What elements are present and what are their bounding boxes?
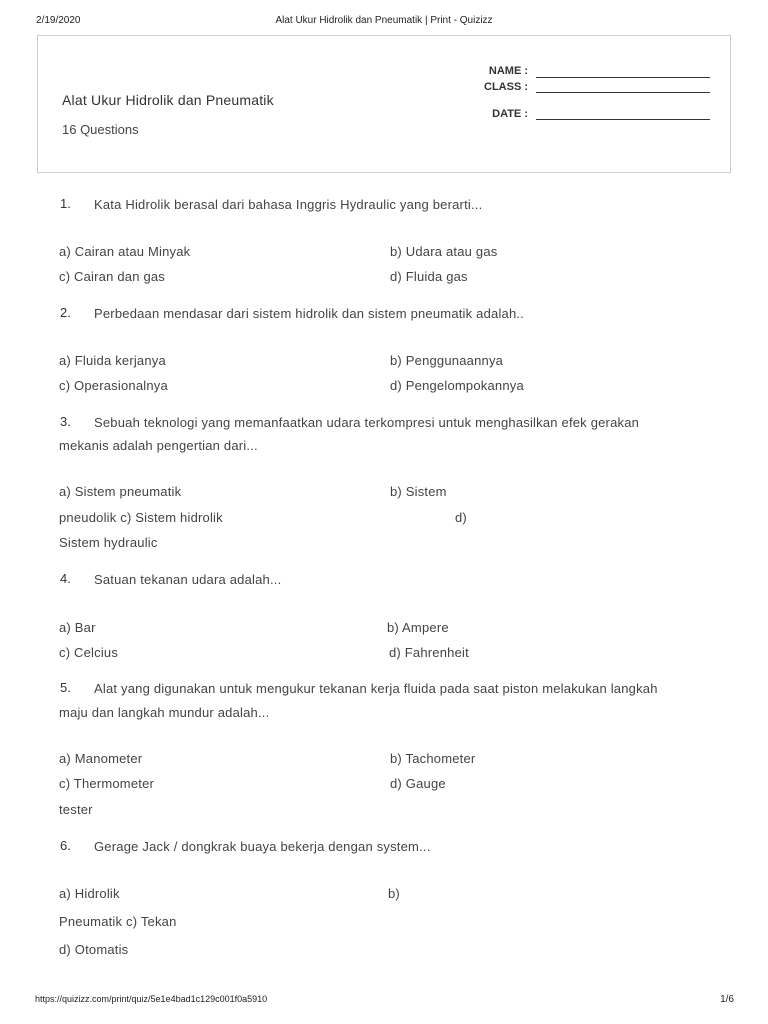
option-a: a) Fluida kerjanya	[59, 353, 166, 368]
option-d: d) Fahrenheit	[389, 645, 469, 660]
option-a: a) Hidrolik	[59, 886, 120, 901]
question-number: 5.	[60, 680, 71, 695]
question-number: 6.	[60, 838, 71, 853]
question-text: Kata Hidrolik berasal dari bahasa Inggris Hydraulic yang berarti...	[94, 197, 483, 212]
option-row: Pneumatik c) Tekan	[59, 914, 177, 929]
option-c: c) Celcius	[59, 645, 119, 660]
question-text-continued: mekanis adalah pengertian dari...	[59, 438, 258, 453]
class-label: CLASS :	[484, 81, 528, 93]
option-a: a) Bar	[59, 620, 96, 635]
option-a: a) Cairan atau Minyak	[59, 244, 191, 259]
name-field-line	[536, 77, 710, 78]
question-text: Gerage Jack / dongkrak buaya bekerja dengan system...	[94, 839, 431, 854]
option-d: d) Fluida gas	[390, 269, 468, 284]
date-label: DATE :	[492, 108, 528, 120]
question-count: 16 Questions	[62, 122, 139, 137]
question-number: 2.	[60, 305, 71, 320]
option-d: d)	[455, 510, 467, 525]
print-url: https://quizizz.com/print/quiz/5e1e4bad1c129c001f0a5910	[35, 994, 268, 1004]
class-field-line	[536, 92, 710, 93]
option-b: b) Ampere	[387, 620, 449, 635]
option-b: b)	[388, 886, 400, 901]
question-text-continued: maju dan langkah mundur adalah...	[59, 705, 270, 720]
option-b: b) Udara atau gas	[390, 244, 498, 259]
page-number: 1/6	[720, 994, 734, 1005]
option-row: tester	[59, 802, 93, 817]
question-number: 1.	[60, 196, 71, 211]
option-c: c) Operasionalnya	[59, 378, 168, 393]
option-row: pneudolik c) Sistem hidrolik	[59, 510, 223, 525]
print-page-title: Alat Ukur Hidrolik dan Pneumatik | Print - Quizizz	[275, 15, 493, 26]
option-b: b) Penggunaannya	[390, 353, 504, 368]
option-a: a) Manometer	[59, 751, 143, 766]
question-text: Perbedaan mendasar dari sistem hidrolik dan sistem pneumatik adalah..	[94, 306, 525, 321]
print-date: 2/19/2020	[36, 15, 81, 26]
option-row: Sistem hydraulic	[59, 535, 158, 550]
option-c: c) Thermometer	[59, 776, 155, 791]
option-d: d) Pengelompokannya	[390, 378, 524, 393]
name-label: NAME :	[488, 65, 528, 77]
question-number: 3.	[60, 414, 71, 429]
option-d: d) Gauge	[390, 776, 446, 791]
question-text: Alat yang digunakan untuk mengukur tekanan kerja fluida pada saat piston melakukan langkah	[94, 681, 658, 696]
option-b: b) Sistem	[390, 484, 447, 499]
quiz-title: Alat Ukur Hidrolik dan Pneumatik	[62, 92, 274, 108]
question-number: 4.	[60, 571, 71, 586]
option-c: c) Cairan dan gas	[59, 269, 166, 284]
option-a: a) Sistem pneumatik	[59, 484, 182, 499]
question-text: Satuan tekanan udara adalah...	[94, 572, 282, 587]
date-field-line	[536, 119, 710, 120]
question-text: Sebuah teknologi yang memanfaatkan udara terkompresi untuk menghasilkan efek gerakan	[94, 415, 640, 430]
option-row: d) Otomatis	[59, 942, 129, 957]
option-b: b) Tachometer	[390, 751, 476, 766]
